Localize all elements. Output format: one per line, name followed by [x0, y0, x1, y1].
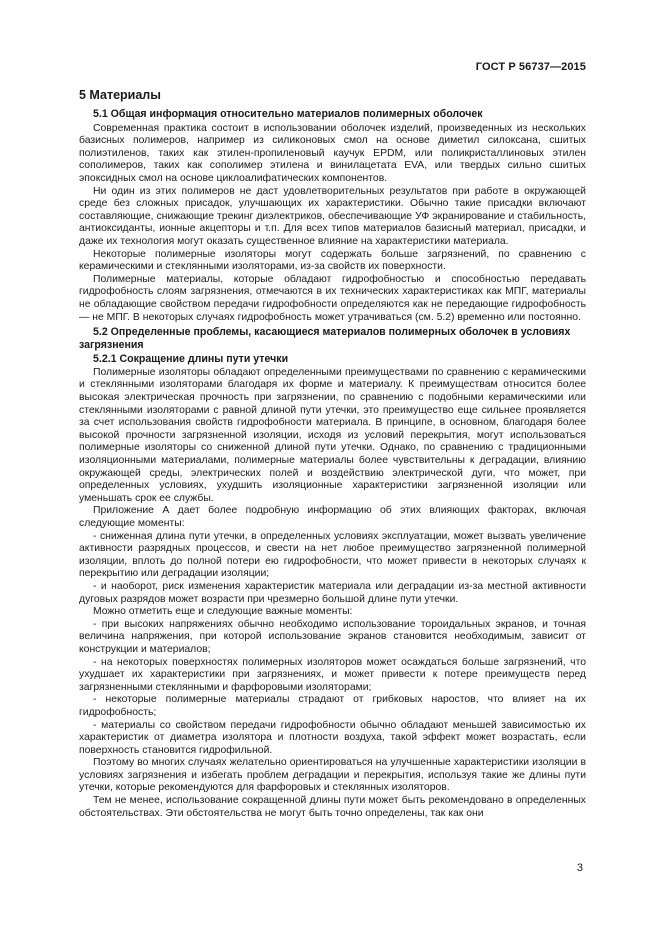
paragraph: Полимерные изоляторы обладают определенными преимуществами по сравнению с керамическими и стеклянными изоляторами благодаря их форме и материалу. К преимуществам относится более высокая электрическая прочность при загрязнении, по сравнению с подобными керамическими или стеклянными изоляторами с равной длиной пути утечки, это преимущество еще сильнее проявляется за счет использования свойств гидрофобности материала. В принципе, в основном, благодаря более высокой прочности загрязненной изоляции, исходя из условий перекрытия, могут использоваться полимерные изоляторы со сниженной длиной пути утечки. Однако, по сравнению с традиционными изоляционными материалами, полимерные материалы более чувствительны к деградации, влиянию окружающей среды, электрических полей и воздействию электрической дуги, что может, при определенных условиях, ухудшить изоляционные характеристики загрязненной изоляции или уменьшать срок ее службы.: [79, 366, 586, 504]
paragraph: Можно отметить еще и следующие важные моменты:: [93, 606, 353, 618]
paragraph: Ни один из этих полимеров не даст удовлетворительных результатов при работе в окружающей среде без сложных присадок, улучшающих их характеристики. Обычно такие присадки включают составляющие, снижающие трекинг диэлектриков, обеспечивающие УФ экранирование и стабильность, антиоксиданты, ионные акцепторы и т.п. Для всех типов материалов базисный материал, присадки, и даже их технология могут оказать существенное влияние на характеристики материала.: [79, 185, 586, 247]
document-code: ГОСТ Р 56737—2015: [475, 61, 586, 73]
list-item: - при высоких напряжениях обычно необходимо использование тороидальных экранов, и точная величина напряжения, при которой использование экранов становится необходимым, зависит от конструкции и материалов;: [79, 618, 586, 655]
section-title: 5 Материалы: [79, 88, 161, 102]
paragraph: Полимерные материалы, которые обладают гидрофобностью и способностью передавать гидрофобность слоям загрязнения, отмечаются в их технических характеристиках как МПГ, материалы не обладающие свойством передачи гидрофобности определяются как не передающие гидрофобность — не МПГ. В некоторых случаях гидрофобность может утрачиваться (см. 5.2) временно или постоянно.: [79, 273, 586, 323]
paragraph: Некоторые полимерные изоляторы могут содержать больше загрязнений, по сравнению с керамическими и стеклянными изоляторами, из-за свойств их поверхности.: [79, 248, 586, 273]
page-content: [79, 88, 586, 820]
list-item: - сниженная длина пути утечки, в определенных условиях эксплуатации, может вызвать увеличение активности разрядных процессов, и свести на нет любое преимущество загрязненной полимерной изоляции, вплоть до полной потери ею гидрофобности, что может привести в некоторых случаях к перекрытию или деградации изоляции;: [79, 530, 586, 580]
list-item: - материалы со свойством передачи гидрофобности обычно обладают меньшей зависимостью их характеристик от диаметра изолятора и плотности воздуха, такой эффект может возрастать, если поверхность становится гидрофильной.: [79, 719, 586, 756]
paragraph: Приложение А дает более подробную информацию об этих влияющих факторах, включая следующие моменты:: [79, 505, 586, 529]
paragraph: Современная практика состоит в использовании оболочек изделий, произведенных из нескольких базисных полимеров, например из силиконовых смол на основе диметил силоксана, сшитых полиэтиленов, таких как этилен-пропиленовый каучук EPDM, или поликристаллиновых этилен сополимеров, таких как сополимер этилена и винилацетата EVA, или твердых сильно сшитых эпоксидных смол на основе циклоалифатических компонентов.: [79, 122, 586, 184]
list-item: - некоторые полимерные материалы страдают от грибковых наростов, что влияет на их гидрофобность;: [79, 694, 586, 718]
list-item: - на некоторых поверхностях полимерных изоляторов может осаждаться больше загрязнений, что ухудшает их характеристики при загрязнениях, и может привести к потере преимуществ перед загрязненными стеклянными и фарфоровыми изоляторами;: [79, 656, 586, 693]
paragraph: Поэтому во многих случаях желательно ориентироваться на улучшенные характеристики изоляции в условиях загрязнения и избегать проблем деградации и перекрытия, используя такие же длины пути утечки, которые рекомендуются для фарфоровых и стеклянных изоляторов.: [79, 757, 586, 794]
paragraph: Тем не менее, использование сокращенной длины пути может быть рекомендовано в определенных обстоятельствах. Эти обстоятельства не могут быть точно определены, так как они: [79, 795, 586, 819]
subsection-title-5-2: 5.2 Определенные проблемы, касающиеся материалов полимерных оболочек в условиях загрязнения: [79, 326, 571, 351]
page-number: 3: [576, 862, 583, 874]
subsection-title-5-1: 5.1 Общая информация относительно материалов полимерных оболочек: [93, 108, 483, 120]
list-item: - и наоборот, риск изменения характеристик материала или деградации из-за местной активности дуговых разрядов может возрасти при чрезмерно большой длине пути утечки.: [79, 580, 586, 605]
subsection-title-5-2-1: 5.2.1 Сокращение длины пути утечки: [93, 353, 289, 366]
